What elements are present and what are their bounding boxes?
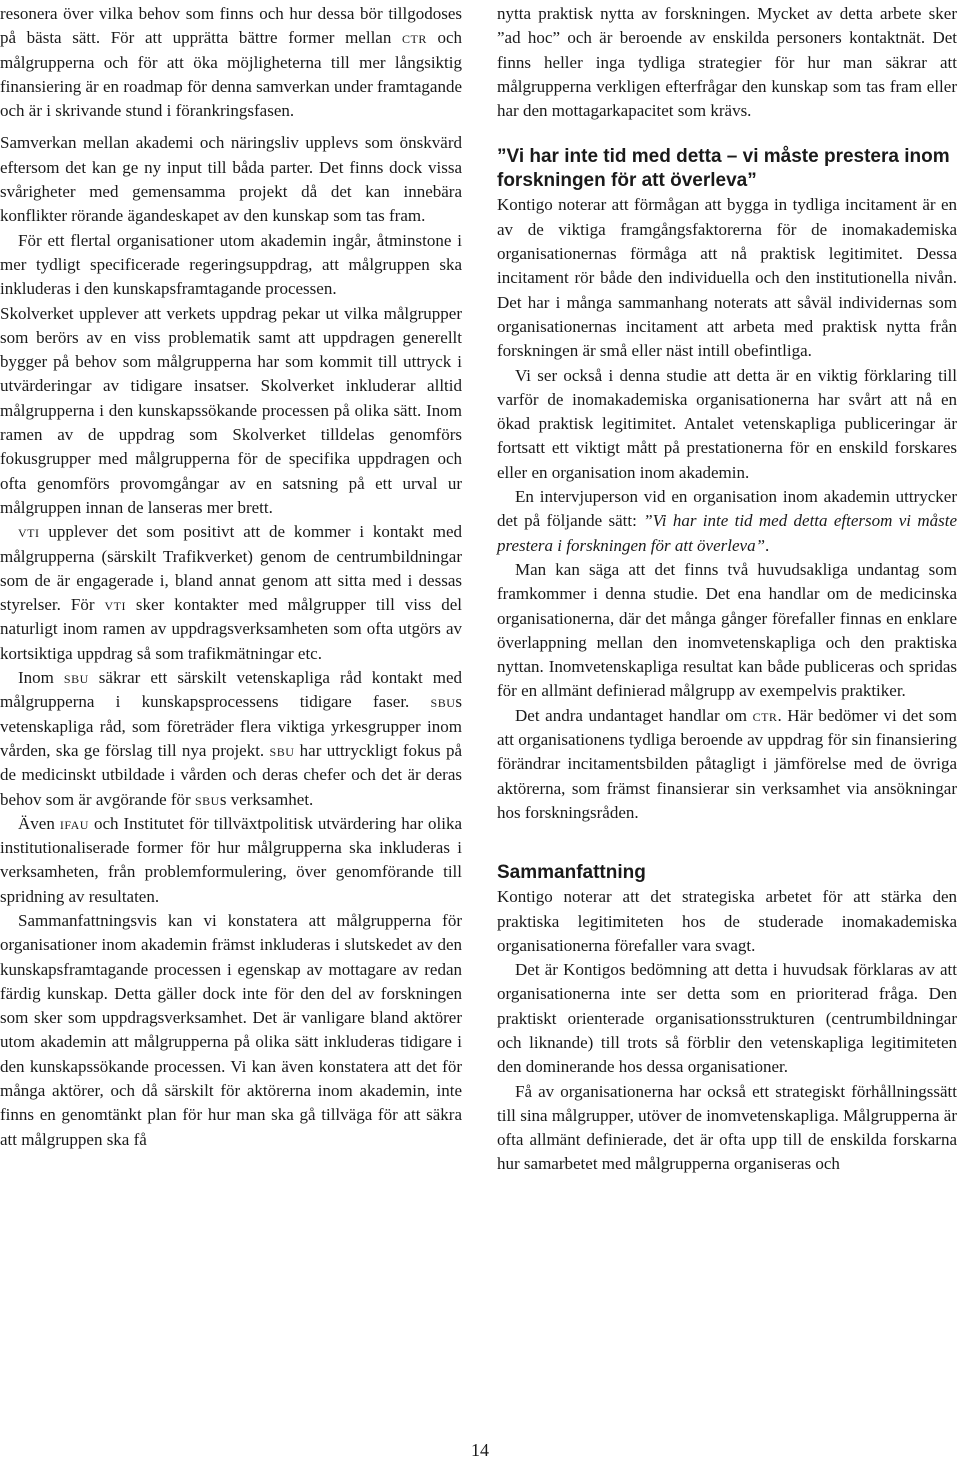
paragraph: Inom sbu säkrar ett särskilt vetenskapliga råd kontakt med målgrupperna i kunskapsprocessens tidigare faser. sbus vetenskapliga råd, som företräder flera viktiga yrkesgrupper inom vården, ska ge förslag till nya projekt. sbu har uttryckligt fokus på de medicinskt utbildade i vården och deras chefer och det är deras behov som är avgörande för sbus verksamhet. bbox=[0, 668, 463, 809]
right-column bbox=[497, 2, 957, 1177]
paragraph: nytta praktisk nytta av forskningen. Mycket av detta arbete sker ”ad hoc” och är beroende av enskilda personers kontaktnät. Det finns heller inga tydliga strategier för hur man säkrar att målgrupperna verkligen efterfrågar den kunskap som tas fram eller har den mottagarkapacitet som krävs. bbox=[497, 4, 957, 121]
paragraph: Vi ser också i denna studie att detta är en viktig förklaring till varför de inomakademiska organisationerna har svårt att nå en ökad praktisk legitimitet. Antalet vetenskapliga publiceringar är fortsatt ett viktigt mått på prestationerna för en enskild forskares eller en organisation inom akademin. bbox=[497, 365, 957, 482]
paragraph: Samverkan mellan akademi och näringsliv upplevs som önskvärd eftersom det kan ge ny input till båda parter. Det finns dock vissa svårigheter med gemensamma projekt då det kan innebära konflikter rörande ägandeskapet av den kunskap som tas fram. bbox=[0, 133, 462, 226]
paragraph: Få av organisationerna har också ett strategiskt förhållningssätt till sina målgrupper, utöver de inomvetenskapliga. Målgrupperna är ofta allmänt definierade, det är ofta upp till de enskilda forskarna hur samarbetet med målgrupperna organiseras och bbox=[497, 1081, 957, 1174]
page-number: 14 bbox=[471, 1440, 489, 1460]
section-heading: ”Vi har inte tid med detta – vi måste prestera inom forskningen för att överleva” bbox=[497, 146, 950, 192]
left-column bbox=[0, 2, 462, 1152]
paragraph: vti upplever det som positivt att de kommer i kontakt med målgrupperna (särskilt Trafikverket) genom de centrumbildningar som de är engagerade i, bland annat genom att sitta med i dessas styrelser. För vti sker kontakter med målgrupper till viss del naturligt inom ramen av uppdragsverksamheten som ofta utgörs av kortsiktiga uppdrag så som trafikmätningar etc. bbox=[0, 522, 462, 663]
paragraph: Man kan säga att det finns två huvudsakliga undantag som framkommer i denna studie. Det ena handlar om de medicinska organisationerna, där det många gånger förefaller finnas en enklare överlappning mellan den inomvetenskapliga och den praktiska nyttan. Inomvetenskapliga resultat kan både publiceras och spridas för en allmänt definierad målgrupp av exempelvis praktiker. bbox=[497, 559, 957, 701]
paragraph: Även ifau och Institutet för tillväxtpolitisk utvärdering har olika institutionaliserade former för hur målgrupperna ska inkluderas i verksamheten, från problemformulering, över genomförande till spridning av resultaten. bbox=[0, 813, 462, 906]
paragraph: Det är Kontigos bedömning att detta i huvudsak förklaras av att organisationerna inte ser detta som en prioriterad fråga. Den praktiskt orienterade organisationsstrukturen (centrumbildningar och liknande) till trots så förblir den vetenskapliga legitimiteten den dominerande hos dessa organisationer. bbox=[497, 960, 957, 1077]
paragraph: resonera över vilka behov som finns och hur dessa bör tillgodoses på bästa sätt. För att upprätta bättre former mellan ctr och målgrupperna och för att öka möjligheterna till mer långsiktig finansiering är en roadmap för denna samverkan under framtagande och är i skrivande stund i förankringsfasen. bbox=[0, 4, 462, 121]
paragraph: En intervjuperson vid en organisation inom akademin uttrycker det på följande sätt: ”Vi har inte tid med detta eftersom vi måste prestera i forskningen för att överleva”. bbox=[497, 487, 957, 555]
paragraph: Sammanfattningsvis kan vi konstatera att målgrupperna för organisationer inom akademin främst inkluderas i slutskedet av den kunskapsframtagande processen i egenskap av mottagare av redan färdig kunskap. Detta gäller dock inte för den del av forskningen som sker som uppdragsverksamhet. Det är vanligare bland aktörer utom akademin att målgrupperna på olika sätt inkluderas tidigare i den kunskapssökande processen. Vi kan även konstatera att det för många aktörer, och då särskilt för aktörerna inom akademin, inte finns en genomtänkt plan för hur man ska gå tillväga för att säkra att målgruppen ska få bbox=[0, 910, 462, 1149]
paragraph: Skolverket upplever att verkets uppdrag pekar ut vilka målgrupper som berörs av en viss problematik samt att uppdragen generellt bygger på behov som målgrupperna har som kommit till uttryck i utvärderingar av tidigare insatser. Skolverket inkluderar alltid målgrupperna i den kunskapssökande processen på olika sätt. Inom ramen av de uppdrag som Skolverket tilldelas genomförs fokusgrupper med målgrupperna för de specifika uppdragen och ofta genomförs provomgångar av en satsning på ett urval ur målgruppen innan de lanseras mer brett. bbox=[0, 303, 462, 517]
paragraph: Kontigo noterar att förmågan att bygga in tydliga incitament är en av de viktiga framgångsfaktorerna för de inomakademiska organisationernas förmåga att nå praktisk legitimitet. Dessa incitament rör både den individuella och den institutionella nivån. Det har i många sammanhang noterats att såväl individernas som organisationernas incitament att arbeta med praktisk nytta från forskningen är små eller näst intill obefintliga. bbox=[497, 195, 957, 361]
paragraph: För ett flertal organisationer utom akademin ingår, åtminstone i mer tydligt specificerade regeringsuppdrag, att målgruppen ska inkluderas i den kunskapsframtagande processen. bbox=[0, 230, 462, 299]
paragraph: Kontigo noterar att det strategiska arbetet för att stärka den praktiska legitimiteten hos de studerade inomakademiska organisationerna förefaller vara svagt. bbox=[497, 887, 957, 955]
section-heading: Sammanfattning bbox=[497, 862, 646, 884]
paragraph: Det andra undantaget handlar om ctr. Här bedömer vi det som att organisationens tydliga beroende av uppdrag för sin finansiering förändrar incitamentsbilden påtagligt i jämförelse med de övriga aktörerna, som främst finansierar sin verksamhet via ansökningar hos forskningsråden. bbox=[497, 705, 957, 822]
